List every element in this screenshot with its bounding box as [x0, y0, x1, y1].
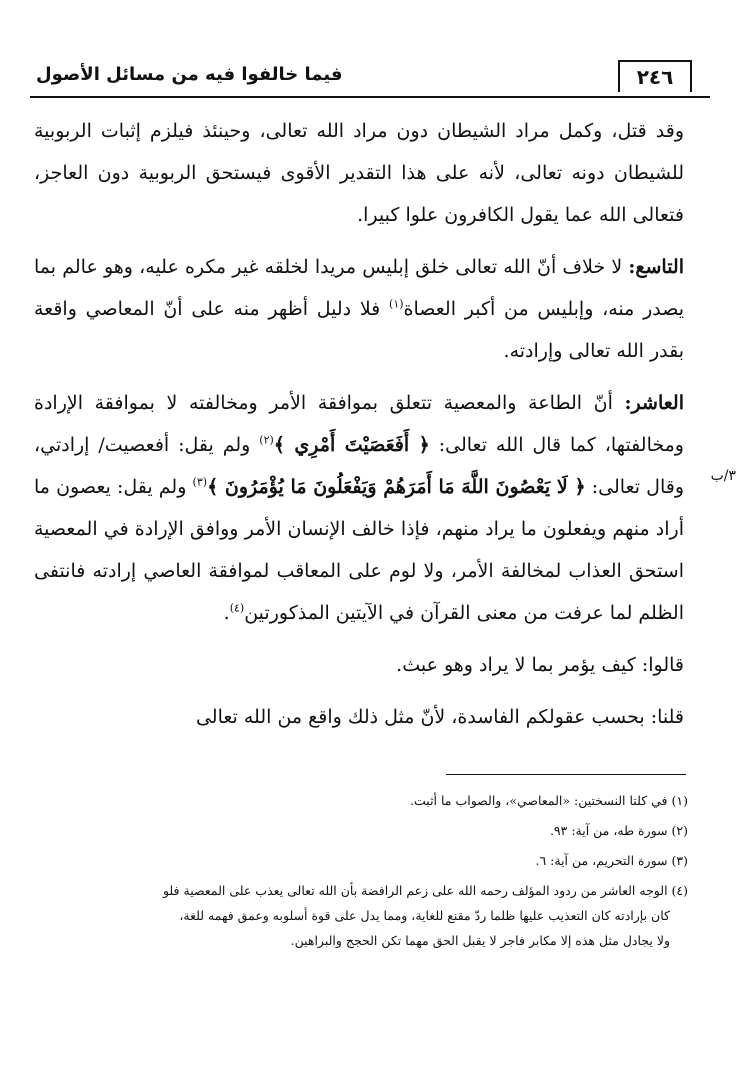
quran-verse-2: ﴿ لَا يَعْصُونَ اللَّهَ مَا أَمَرَهُمْ وَيَفْعَلُونَ مَا يُؤْمَرُونَ ﴾ — [207, 476, 586, 498]
footnote-4-cont-2: ولا يجادل مثل هذه إلا مكابر فاجر لا يقبل الحق مهما تكن الحجج والبراهين. — [290, 933, 670, 948]
tenth-text-end: . — [223, 602, 230, 624]
tenth-text-a: أنّ الطاعة والمعصية تتعلق بموافقة الأمر ومخالفته لا بموافقة الإرادة ومخالفتها، كما قال الله تعالى: — [34, 392, 684, 456]
footnote-4: (٤) الوجه العاشر من ردود المؤلف رحمه الله على زعم الرافضة بأن الله تعالى يعذب على المعصية فلو — [162, 883, 688, 898]
page-number: ٢٤٦ — [618, 60, 692, 92]
footnote-ref-2: (٢) — [259, 433, 274, 447]
tenth-heading: العاشر: — [624, 392, 684, 414]
paragraph-they-said: قالوا: كيف يؤمر بما لا يراد وهو عبث. — [396, 654, 684, 676]
ninth-heading: التاسع: — [628, 256, 684, 278]
paragraph-1: وقد قتل، وكمل مراد الشيطان دون مراد الله تعالى، وحينئذ فيلزم إثبات الربوبية للشيطان دونه تعالى، لأنه على هذا التقدير الأقوى فيستحق الربوبية دون العاجز، فتعالى الله عما يقول الكافرون علوا كبيرا. — [34, 120, 684, 226]
ninth-text-b: فلا دليل أظهر منه على أنّ المعاصي واقعة بقدر الله تعالى وإرادته. — [34, 298, 684, 362]
paragraph-we-said: قلنا: بحسب عقولكم الفاسدة، لأنّ مثل ذلك واقع من الله تعالى — [195, 706, 684, 728]
footnote-ref-1: (١) — [389, 297, 404, 311]
paragraph-ninth — [34, 246, 684, 372]
footnote-ref-4: (٤) — [229, 601, 245, 615]
footnote-1: (١) في كلتا النسختين: «المعاصي»، والصواب ما أثبت. — [410, 793, 688, 808]
main-text — [34, 110, 684, 738]
paragraph-tenth — [34, 382, 684, 634]
quran-verse-1: ﴿ أَفَعَصَيْتَ أَمْرِي ﴾ — [273, 434, 430, 456]
footnote-2: (٢) سورة طه، من آية: ٩٣. — [549, 823, 688, 838]
running-title: فيما خالفوا فيه من مسائل الأصول — [36, 64, 343, 85]
tenth-text-b: ولم يقل: أفعصيت/ إرادتي، وقال تعالى: — [34, 434, 685, 498]
tenth-text-c: ولم يقل: يعصون ما أراد منهم ويفعلون ما يراد منهم، فإذا خالف الإنسان الأمر ووافق الإرادة في المعصية استحق العذاب لمخالفة الأمر، ولا لوم على المعاقب لموافقة العاصي إرادته فانتفى الظلم لما عرفت من معنى القرآن في الآيتين المذكورتين — [34, 476, 684, 624]
manuscript-folio-marker: ٣/ب — [710, 468, 736, 484]
footnotes — [34, 788, 688, 953]
footnote-separator — [446, 774, 686, 775]
footnote-3: (٣) سورة التحريم، من آية: ٦. — [535, 853, 688, 868]
ninth-text-a: لا خلاف أنّ الله تعالى خلق إبليس مريدا لخلقه غير مكره عليه، وهو عالم بما يصدر منه، وإبليس من أكبر العصاة — [34, 256, 684, 320]
footnote-4-cont-1: كان بإرادته كان التعذيب عليها ظلما ردّ مقنع للغاية، ومما يدل على قوة أسلوبه وعمق فهمه للغة، — [179, 908, 670, 923]
footnote-ref-3: (٣) — [192, 475, 208, 489]
page-header — [30, 50, 710, 98]
